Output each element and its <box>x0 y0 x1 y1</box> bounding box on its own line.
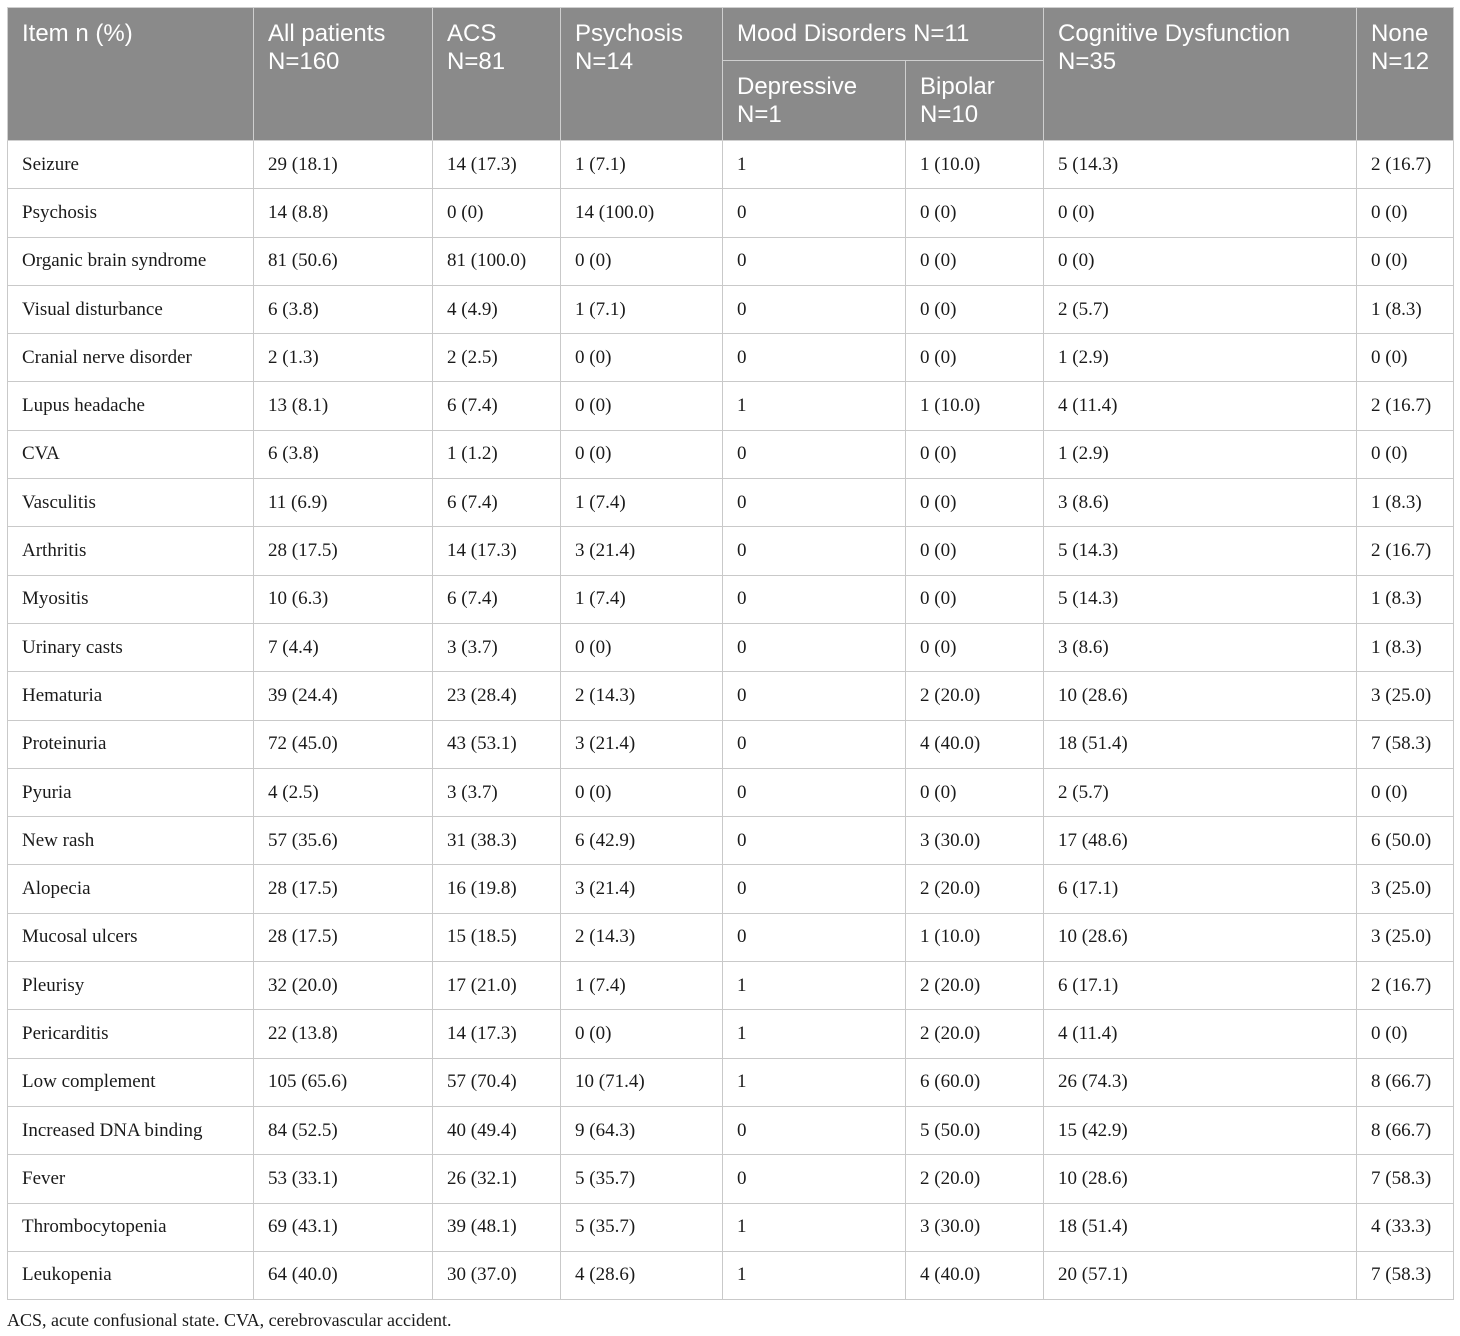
table-cell: 31 (38.3) <box>433 817 561 865</box>
table-row <box>8 1203 1454 1251</box>
table-cell: 0 <box>723 817 906 865</box>
table-cell: 1 (7.4) <box>561 479 723 527</box>
table-cell: 0 <box>723 623 906 671</box>
data-table <box>7 7 1454 1300</box>
table-cell: 1 <box>723 1251 906 1299</box>
table-cell: 4 (11.4) <box>1044 1010 1357 1058</box>
table-cell: 28 (17.5) <box>254 865 433 913</box>
row-label-cell: CVA <box>8 430 254 478</box>
table-cell: 0 <box>723 720 906 768</box>
table-cell: 0 (0) <box>906 575 1044 623</box>
table-cell: 105 (65.6) <box>254 1058 433 1106</box>
table-cell: 0 (0) <box>1357 1010 1454 1058</box>
table-cell: 3 (8.6) <box>1044 479 1357 527</box>
table-cell: 0 (0) <box>561 430 723 478</box>
table-cell: 3 (30.0) <box>906 817 1044 865</box>
table-cell: 1 (8.3) <box>1357 479 1454 527</box>
table-row <box>8 962 1454 1010</box>
table-cell: 1 (7.1) <box>561 285 723 333</box>
table-cell: 0 (0) <box>906 527 1044 575</box>
table-cell: 0 <box>723 430 906 478</box>
header-psychosis: Psychosis N=14 <box>561 8 723 141</box>
table-cell: 0 (0) <box>1357 430 1454 478</box>
table-cell: 14 (100.0) <box>561 189 723 237</box>
table-cell: 26 (74.3) <box>1044 1058 1357 1106</box>
table-cell: 0 (0) <box>561 1010 723 1058</box>
row-label-cell: Pericarditis <box>8 1010 254 1058</box>
table-row <box>8 1058 1454 1106</box>
table-cell: 57 (70.4) <box>433 1058 561 1106</box>
table-cell: 84 (52.5) <box>254 1106 433 1154</box>
table-cell: 2 (20.0) <box>906 1155 1044 1203</box>
table-cell: 2 (20.0) <box>906 1010 1044 1058</box>
table-cell: 1 (2.9) <box>1044 334 1357 382</box>
table-cell: 11 (6.9) <box>254 479 433 527</box>
table-cell: 0 <box>723 913 906 961</box>
table-row <box>8 1106 1454 1154</box>
row-label-cell: Visual disturbance <box>8 285 254 333</box>
row-label-cell: Proteinuria <box>8 720 254 768</box>
table-cell: 0 <box>723 237 906 285</box>
table-cell: 0 (0) <box>561 334 723 382</box>
table-cell: 0 (0) <box>906 285 1044 333</box>
table-cell: 17 (48.6) <box>1044 817 1357 865</box>
table-cell: 3 (21.4) <box>561 527 723 575</box>
table-cell: 28 (17.5) <box>254 913 433 961</box>
table-cell: 64 (40.0) <box>254 1251 433 1299</box>
row-label-cell: Alopecia <box>8 865 254 913</box>
table-cell: 7 (4.4) <box>254 623 433 671</box>
table-cell: 0 <box>723 1106 906 1154</box>
table-cell: 6 (7.4) <box>433 382 561 430</box>
header-bipolar: Bipolar N=10 <box>906 61 1044 141</box>
table-cell: 0 (0) <box>561 237 723 285</box>
table-cell: 81 (50.6) <box>254 237 433 285</box>
table-cell: 1 <box>723 1058 906 1106</box>
table-cell: 6 (7.4) <box>433 575 561 623</box>
table-cell: 40 (49.4) <box>433 1106 561 1154</box>
table-cell: 3 (25.0) <box>1357 913 1454 961</box>
table-row <box>8 865 1454 913</box>
table-cell: 18 (51.4) <box>1044 1203 1357 1251</box>
table-cell: 0 (0) <box>1357 189 1454 237</box>
header-acs: ACS N=81 <box>433 8 561 141</box>
table-cell: 4 (33.3) <box>1357 1203 1454 1251</box>
table-cell: 1 <box>723 382 906 430</box>
table-row <box>8 527 1454 575</box>
row-label-cell: Lupus headache <box>8 382 254 430</box>
table-cell: 0 <box>723 865 906 913</box>
table-cell: 0 (0) <box>906 189 1044 237</box>
header-all-patients: All patients N=160 <box>254 8 433 141</box>
header-item: Item n (%) <box>8 8 254 141</box>
row-label-cell: Fever <box>8 1155 254 1203</box>
table-cell: 15 (18.5) <box>433 913 561 961</box>
table-row <box>8 141 1454 189</box>
table-cell: 3 (25.0) <box>1357 865 1454 913</box>
table-cell: 5 (14.3) <box>1044 575 1357 623</box>
table-cell: 0 (0) <box>561 623 723 671</box>
table-cell: 1 <box>723 1203 906 1251</box>
table-cell: 18 (51.4) <box>1044 720 1357 768</box>
table-cell: 1 (10.0) <box>906 141 1044 189</box>
table-cell: 3 (8.6) <box>1044 623 1357 671</box>
table-cell: 1 (8.3) <box>1357 285 1454 333</box>
row-label-cell: Myositis <box>8 575 254 623</box>
table-cell: 2 (20.0) <box>906 865 1044 913</box>
table-row <box>8 382 1454 430</box>
table-cell: 13 (8.1) <box>254 382 433 430</box>
table-cell: 0 (0) <box>1357 768 1454 816</box>
table-cell: 0 (0) <box>561 382 723 430</box>
table-cell: 43 (53.1) <box>433 720 561 768</box>
table-cell: 2 (20.0) <box>906 672 1044 720</box>
table-cell: 0 (0) <box>906 237 1044 285</box>
table-cell: 3 (3.7) <box>433 768 561 816</box>
table-cell: 2 (14.3) <box>561 913 723 961</box>
header-cognitive-dysfunction: Cognitive Dysfunction N=35 <box>1044 8 1357 141</box>
table-cell: 2 (16.7) <box>1357 382 1454 430</box>
table-row <box>8 189 1454 237</box>
header-none: None N=12 <box>1357 8 1454 141</box>
row-label-cell: Vasculitis <box>8 479 254 527</box>
table-cell: 4 (11.4) <box>1044 382 1357 430</box>
table-cell: 4 (28.6) <box>561 1251 723 1299</box>
table-cell: 15 (42.9) <box>1044 1106 1357 1154</box>
table-cell: 3 (25.0) <box>1357 672 1454 720</box>
table-cell: 32 (20.0) <box>254 962 433 1010</box>
table-cell: 0 <box>723 285 906 333</box>
table-cell: 0 (0) <box>906 334 1044 382</box>
table-cell: 28 (17.5) <box>254 527 433 575</box>
table-row <box>8 768 1454 816</box>
table-cell: 0 (0) <box>906 430 1044 478</box>
row-label-cell: Pleurisy <box>8 962 254 1010</box>
row-label-cell: Low complement <box>8 1058 254 1106</box>
row-label-cell: Pyuria <box>8 768 254 816</box>
table-container <box>7 7 1453 1300</box>
table-cell: 0 (0) <box>906 479 1044 527</box>
table-cell: 4 (4.9) <box>433 285 561 333</box>
table-cell: 5 (35.7) <box>561 1203 723 1251</box>
table-cell: 30 (37.0) <box>433 1251 561 1299</box>
table-row <box>8 623 1454 671</box>
table-cell: 6 (3.8) <box>254 285 433 333</box>
table-cell: 39 (48.1) <box>433 1203 561 1251</box>
table-cell: 1 (1.2) <box>433 430 561 478</box>
table-cell: 6 (50.0) <box>1357 817 1454 865</box>
table-cell: 1 <box>723 141 906 189</box>
table-row <box>8 913 1454 961</box>
table-cell: 6 (60.0) <box>906 1058 1044 1106</box>
table-cell: 4 (2.5) <box>254 768 433 816</box>
table-cell: 1 (8.3) <box>1357 623 1454 671</box>
table-cell: 5 (14.3) <box>1044 141 1357 189</box>
table-cell: 1 (7.4) <box>561 575 723 623</box>
table-cell: 6 (17.1) <box>1044 865 1357 913</box>
table-row <box>8 1251 1454 1299</box>
table-cell: 22 (13.8) <box>254 1010 433 1058</box>
table-row <box>8 430 1454 478</box>
table-cell: 9 (64.3) <box>561 1106 723 1154</box>
table-cell: 0 (0) <box>561 768 723 816</box>
row-label-cell: Seizure <box>8 141 254 189</box>
table-cell: 2 (16.7) <box>1357 962 1454 1010</box>
row-label-cell: Increased DNA binding <box>8 1106 254 1154</box>
table-cell: 1 (10.0) <box>906 382 1044 430</box>
table-cell: 26 (32.1) <box>433 1155 561 1203</box>
table-cell: 10 (28.6) <box>1044 1155 1357 1203</box>
table-cell: 1 (8.3) <box>1357 575 1454 623</box>
table-row <box>8 575 1454 623</box>
row-label-cell: Mucosal ulcers <box>8 913 254 961</box>
table-cell: 10 (28.6) <box>1044 672 1357 720</box>
table-cell: 2 (5.7) <box>1044 768 1357 816</box>
header-depressive: Depressive N=1 <box>723 61 906 141</box>
table-body <box>8 141 1454 1300</box>
table-cell: 16 (19.8) <box>433 865 561 913</box>
table-cell: 5 (50.0) <box>906 1106 1044 1154</box>
table-row <box>8 334 1454 382</box>
table-row <box>8 672 1454 720</box>
table-cell: 0 (0) <box>433 189 561 237</box>
table-cell: 3 (21.4) <box>561 720 723 768</box>
table-row <box>8 1010 1454 1058</box>
row-label-cell: Cranial nerve disorder <box>8 334 254 382</box>
table-cell: 10 (28.6) <box>1044 913 1357 961</box>
table-cell: 4 (40.0) <box>906 1251 1044 1299</box>
table-cell: 0 <box>723 672 906 720</box>
row-label-cell: Thrombocytopenia <box>8 1203 254 1251</box>
table-cell: 6 (7.4) <box>433 479 561 527</box>
table-cell: 1 <box>723 962 906 1010</box>
table-cell: 14 (8.8) <box>254 189 433 237</box>
table-cell: 29 (18.1) <box>254 141 433 189</box>
table-cell: 7 (58.3) <box>1357 1251 1454 1299</box>
table-footnote: ACS, acute confusional state. CVA, cerebrovascular accident. <box>7 1310 452 1330</box>
table-header <box>8 8 1454 141</box>
row-label-cell: New rash <box>8 817 254 865</box>
table-cell: 3 (30.0) <box>906 1203 1044 1251</box>
table-cell: 14 (17.3) <box>433 527 561 575</box>
table-cell: 39 (24.4) <box>254 672 433 720</box>
table-cell: 0 (0) <box>1044 189 1357 237</box>
table-cell: 0 <box>723 479 906 527</box>
table-cell: 8 (66.7) <box>1357 1058 1454 1106</box>
table-row <box>8 285 1454 333</box>
table-cell: 14 (17.3) <box>433 141 561 189</box>
header-mood-disorders: Mood Disorders N=11 <box>723 8 1044 61</box>
table-cell: 2 (16.7) <box>1357 141 1454 189</box>
table-cell: 8 (66.7) <box>1357 1106 1454 1154</box>
table-cell: 17 (21.0) <box>433 962 561 1010</box>
table-cell: 0 (0) <box>1357 334 1454 382</box>
row-label-cell: Urinary casts <box>8 623 254 671</box>
table-row <box>8 817 1454 865</box>
table-cell: 0 (0) <box>1044 237 1357 285</box>
table-cell: 0 <box>723 768 906 816</box>
row-label-cell: Psychosis <box>8 189 254 237</box>
table-cell: 0 <box>723 527 906 575</box>
table-cell: 69 (43.1) <box>254 1203 433 1251</box>
table-cell: 1 (7.4) <box>561 962 723 1010</box>
table-cell: 20 (57.1) <box>1044 1251 1357 1299</box>
table-cell: 1 (10.0) <box>906 913 1044 961</box>
table-cell: 3 (21.4) <box>561 865 723 913</box>
table-cell: 1 (7.1) <box>561 141 723 189</box>
table-cell: 0 <box>723 189 906 237</box>
table-row <box>8 237 1454 285</box>
table-cell: 10 (71.4) <box>561 1058 723 1106</box>
table-cell: 72 (45.0) <box>254 720 433 768</box>
table-cell: 0 <box>723 1155 906 1203</box>
table-cell: 81 (100.0) <box>433 237 561 285</box>
table-cell: 1 (2.9) <box>1044 430 1357 478</box>
table-cell: 23 (28.4) <box>433 672 561 720</box>
table-cell: 3 (3.7) <box>433 623 561 671</box>
table-cell: 2 (20.0) <box>906 962 1044 1010</box>
table-row <box>8 720 1454 768</box>
table-cell: 14 (17.3) <box>433 1010 561 1058</box>
table-row <box>8 1155 1454 1203</box>
table-cell: 5 (14.3) <box>1044 527 1357 575</box>
table-cell: 1 <box>723 1010 906 1058</box>
table-cell: 0 (0) <box>906 768 1044 816</box>
table-cell: 2 (16.7) <box>1357 527 1454 575</box>
table-cell: 0 <box>723 334 906 382</box>
table-cell: 6 (17.1) <box>1044 962 1357 1010</box>
table-cell: 2 (5.7) <box>1044 285 1357 333</box>
table-cell: 4 (40.0) <box>906 720 1044 768</box>
table-cell: 0 (0) <box>1357 237 1454 285</box>
table-cell: 6 (42.9) <box>561 817 723 865</box>
table-cell: 7 (58.3) <box>1357 1155 1454 1203</box>
table-cell: 2 (2.5) <box>433 334 561 382</box>
table-cell: 6 (3.8) <box>254 430 433 478</box>
row-label-cell: Leukopenia <box>8 1251 254 1299</box>
table-row <box>8 479 1454 527</box>
row-label-cell: Arthritis <box>8 527 254 575</box>
table-cell: 10 (6.3) <box>254 575 433 623</box>
table-cell: 7 (58.3) <box>1357 720 1454 768</box>
table-cell: 2 (14.3) <box>561 672 723 720</box>
table-cell: 2 (1.3) <box>254 334 433 382</box>
row-label-cell: Organic brain syndrome <box>8 237 254 285</box>
row-label-cell: Hematuria <box>8 672 254 720</box>
table-cell: 0 <box>723 575 906 623</box>
table-cell: 5 (35.7) <box>561 1155 723 1203</box>
table-cell: 57 (35.6) <box>254 817 433 865</box>
table-cell: 0 (0) <box>906 623 1044 671</box>
table-cell: 53 (33.1) <box>254 1155 433 1203</box>
